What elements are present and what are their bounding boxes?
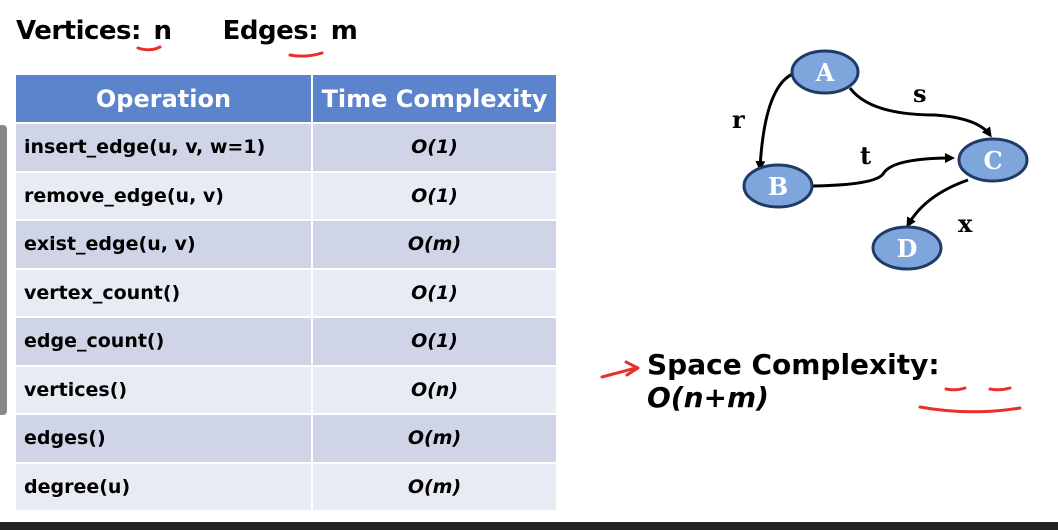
operations-table	[16, 75, 556, 510]
column-header-operation: Operation	[16, 75, 312, 123]
complexity-cell: O(1)	[312, 317, 556, 366]
operation-cell: edges()	[16, 414, 312, 463]
vertices-var: n	[153, 16, 172, 46]
underline-m	[290, 53, 322, 56]
column-header-complexity: Time Complexity	[312, 75, 556, 123]
table-row	[16, 463, 556, 511]
node-c	[959, 139, 1027, 181]
complexity-cell: O(m)	[312, 463, 556, 511]
underline-n	[138, 47, 160, 50]
complexity-cell: O(1)	[312, 269, 556, 318]
node-b-label: B	[767, 172, 789, 201]
space-complexity	[647, 348, 1058, 414]
operation-cell: edge_count()	[16, 317, 312, 366]
table-row	[16, 414, 556, 463]
edges-label: Edges:	[222, 16, 319, 46]
graph-diagram	[720, 40, 1040, 280]
bottom-bar	[0, 522, 1058, 530]
complexity-cell: O(1)	[312, 123, 556, 172]
edges-var: m	[330, 16, 358, 46]
left-scroll-handle[interactable]	[0, 125, 7, 415]
table-header-row	[16, 75, 556, 123]
table-row	[16, 269, 556, 318]
edge-a-b	[760, 72, 798, 168]
edge-label-t: t	[860, 141, 872, 170]
space-complexity-value: O(n+m)	[647, 381, 769, 414]
node-a-label: A	[815, 58, 835, 87]
table-row	[16, 172, 556, 221]
complexity-cell: O(m)	[312, 220, 556, 269]
operation-cell: remove_edge(u, v)	[16, 172, 312, 221]
space-complexity-label: Space Complexity:	[647, 348, 940, 381]
operation-cell: insert_edge(u, v, w=1)	[16, 123, 312, 172]
edge-label-s: s	[913, 79, 927, 108]
edge-b-c	[812, 158, 952, 186]
vertices-label: Vertices:	[16, 16, 141, 46]
node-b	[744, 165, 812, 207]
table-row	[16, 123, 556, 172]
table-row	[16, 317, 556, 366]
operation-cell: degree(u)	[16, 463, 312, 511]
operation-cell: vertex_count()	[16, 269, 312, 318]
node-a	[792, 51, 858, 93]
edge-label-x: x	[958, 209, 973, 238]
operation-cell: vertices()	[16, 366, 312, 415]
edge-label-r: r	[732, 105, 745, 134]
operation-cell: exist_edge(u, v)	[16, 220, 312, 269]
complexity-cell: O(m)	[312, 414, 556, 463]
complexity-cell: O(n)	[312, 366, 556, 415]
complexity-cell: O(1)	[312, 172, 556, 221]
node-d-label: D	[896, 234, 918, 263]
table-row	[16, 366, 556, 415]
node-c-label: C	[983, 146, 1003, 175]
table-row	[16, 220, 556, 269]
node-d	[873, 227, 941, 269]
